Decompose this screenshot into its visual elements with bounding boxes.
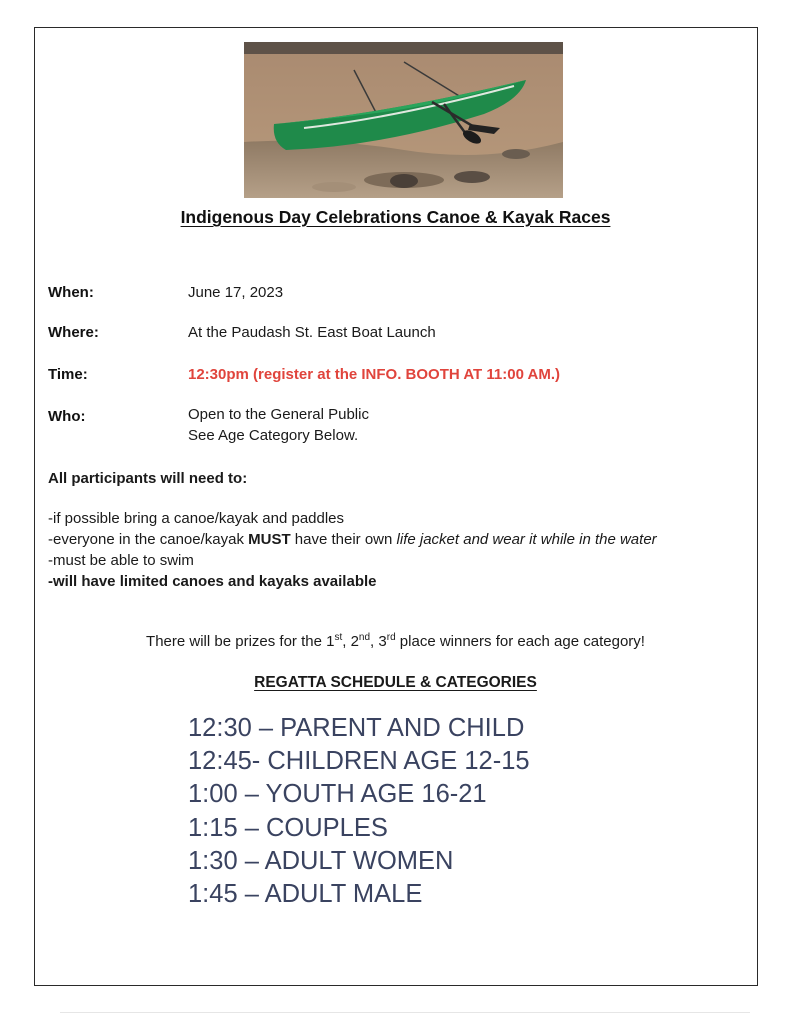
when-label: When: [48,284,94,301]
canoe-illustration [244,42,563,198]
who-value [188,404,369,446]
requirement-item: -will have limited canoes and kayaks available [48,573,377,590]
requirements-heading: All participants will need to: [48,470,248,487]
requirement-emphasis: MUST [248,531,291,548]
time-label: Time: [48,366,88,383]
prizes-text: place winners for each age category! [395,633,645,650]
prizes-text: , 2 [342,633,359,650]
prizes-note [0,632,791,650]
schedule-item: 12:45- CHILDREN AGE 12-15 [188,747,530,776]
schedule-heading: REGATTA SCHEDULE & CATEGORIES [254,674,537,691]
schedule-item: 1:00 – YOUTH AGE 16-21 [188,780,487,809]
schedule-item: 1:15 – COUPLES [188,813,388,842]
canoe-photo [244,42,563,198]
requirement-text: have their own [290,531,397,548]
prizes-text: , 3 [370,633,387,650]
when-value: June 17, 2023 [188,284,284,301]
schedule-list [188,712,530,911]
ordinal-suffix: rd [386,632,396,643]
prizes-text: There will be prizes for the 1 [146,633,335,650]
requirement-item [48,529,748,550]
schedule-item: 1:45 – ADULT MALE [188,880,423,909]
requirement-text: -everyone in the canoe/kayak [48,531,249,548]
ordinal-suffix: st [334,632,343,643]
requirements-list [48,508,748,592]
who-label: Who: [48,408,86,425]
schedule-item: 12:30 – PARENT AND CHILD [188,714,525,742]
who-line-2: See Age Category Below. [188,427,359,444]
requirement-italic: life jacket and wear it while in the water [396,531,657,548]
where-value: At the Paudash St. East Boat Launch [188,324,436,341]
requirement-item: -if possible bring a canoe/kayak and paddles [48,510,345,527]
where-label: Where: [48,324,99,341]
requirement-item: -must be able to swim [48,552,194,569]
who-line-1: Open to the General Public [188,406,369,423]
time-value: 12:30pm (register at the INFO. BOOTH AT 11:00 AM.) [188,366,561,383]
schedule-item: 1:30 – ADULT WOMEN [188,846,454,875]
ordinal-suffix: nd [358,632,371,643]
flyer-title: Indigenous Day Celebrations Canoe & Kayak Races [180,207,611,227]
scan-edge-line [60,1012,750,1013]
